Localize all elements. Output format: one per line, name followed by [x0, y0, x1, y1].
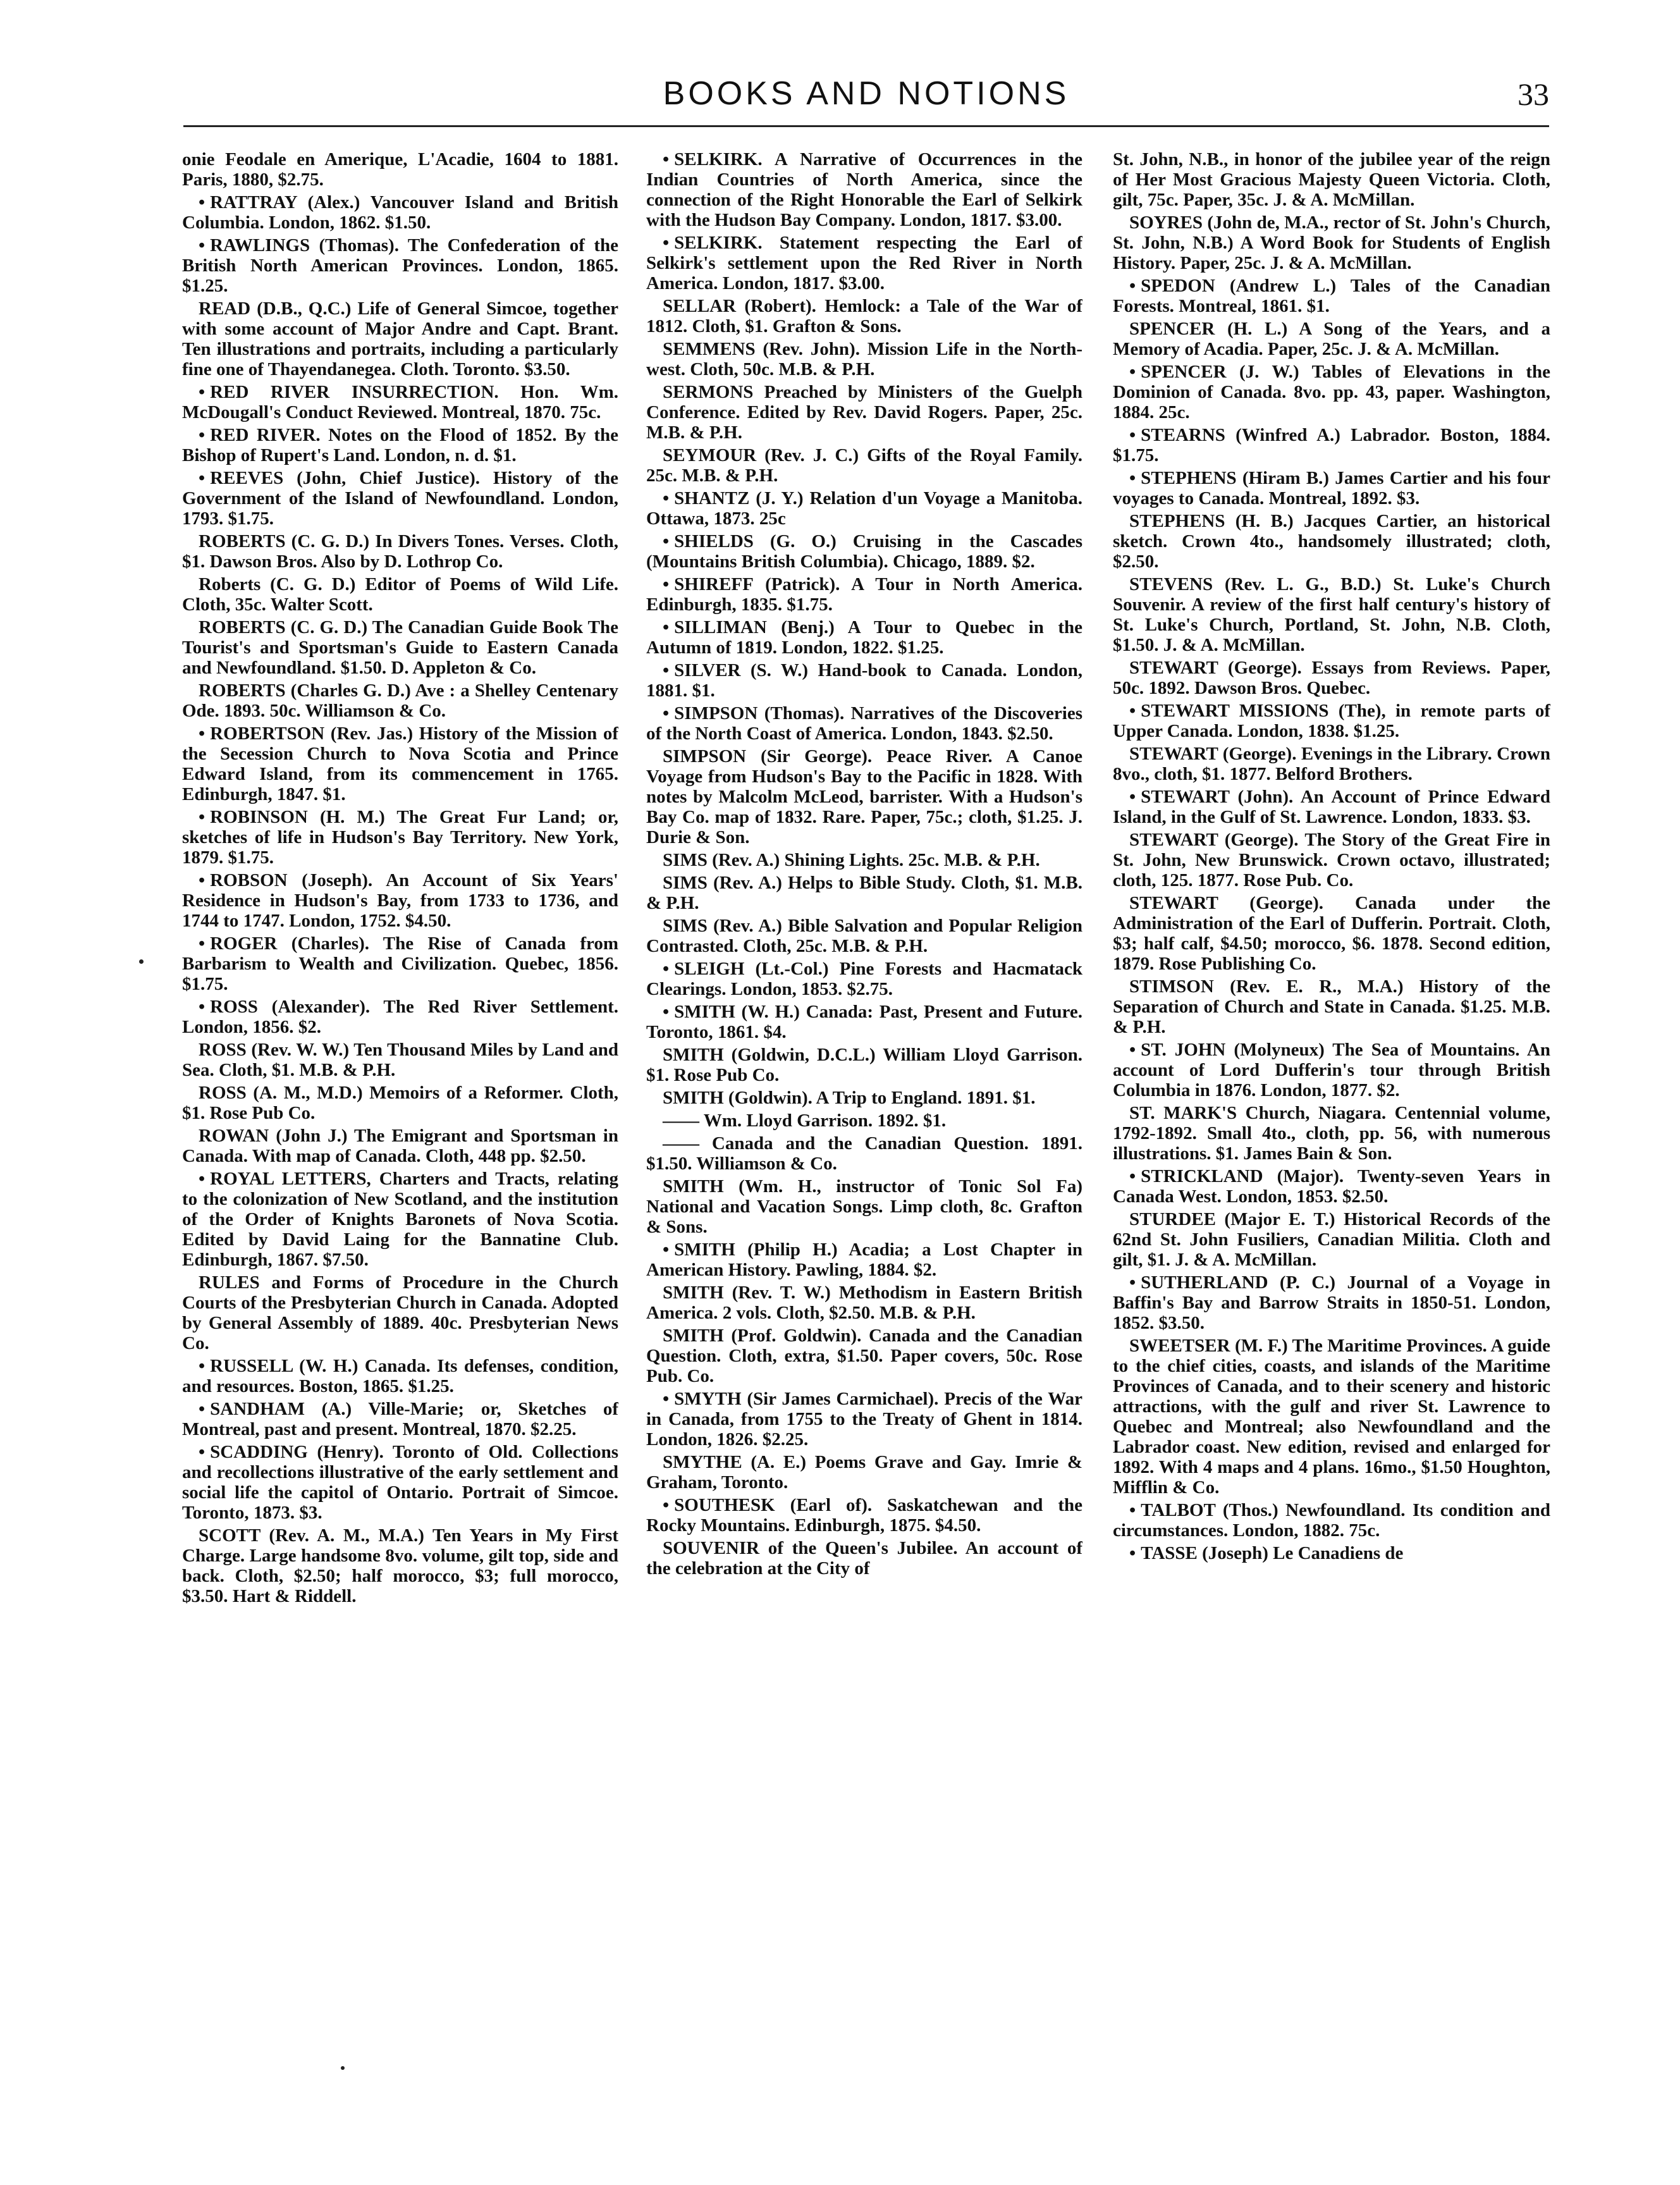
- entry-text: SOUTHESK (Earl of). Saskatchewan and the Rocky Mountains. Edinburgh, 1875. $4.50.: [646, 1495, 1082, 1536]
- bullet-icon: •: [663, 1495, 670, 1515]
- catalog-entry: [182, 1126, 618, 1166]
- bullet-icon: •: [1129, 276, 1136, 296]
- entry-text: SANDHAM (A.) Ville-Marie; or, Sketches of Montreal, past and present. Montreal, 1870. $2.25.: [182, 1399, 618, 1439]
- catalog-entry: [1113, 212, 1550, 273]
- entry-text: SIMPSON (Sir George). Peace River. A Canoe Voyage from Hudson's Bay to the Pacific in 1828. With notes by Malcolm McLeod, barrister. With a Hudson's Bay Co. map of 1832. Rare. Paper, 75c.; cloth, $1.25. J. Durie & Son.: [646, 746, 1082, 847]
- bullet-icon: •: [1129, 362, 1136, 382]
- catalog-entry: [1113, 1500, 1550, 1541]
- entry-text: SIMS (Rev. A.) Bible Salvation and Popular Religion Contrasted. Cloth, 25c. M.B. & P.H.: [646, 916, 1082, 956]
- catalog-entry: [646, 574, 1082, 615]
- catalog-entry: [182, 1525, 618, 1606]
- catalog-entry: [182, 574, 618, 615]
- entry-text: TALBOT (Thos.) Newfoundland. Its condition and circumstances. London, 1882. 75c.: [1113, 1500, 1550, 1541]
- entry-text: TASSE (Joseph) Le Canadiens de: [1141, 1543, 1404, 1563]
- catalog-entry: [646, 1283, 1082, 1323]
- catalog-entry: [646, 703, 1082, 744]
- bullet-icon: •: [199, 235, 205, 255]
- catalog-entry: [1113, 574, 1550, 655]
- entry-text: SELKIRK. Statement respecting the Earl of Selkirk's settlement upon the Red River in North America. London, 1817. $3.00.: [646, 233, 1082, 293]
- bullet-icon: •: [1129, 1272, 1136, 1293]
- catalog-entry: [646, 1538, 1082, 1579]
- catalog-entry: [1113, 701, 1550, 741]
- catalog-entry: [646, 660, 1082, 701]
- entry-text: STEARNS (Winfred A.) Labrador. Boston, 1884. $1.75.: [1113, 425, 1550, 465]
- catalog-entry: [182, 1356, 618, 1396]
- entry-text: —— Canada and the Canadian Question. 1891. $1.50. Williamson & Co.: [646, 1133, 1082, 1174]
- footer-mark: [341, 2066, 345, 2070]
- catalog-entry: [1113, 319, 1550, 359]
- entry-text: SILLIMAN (Benj.) A Tour to Quebec in the Autumn of 1819. London, 1822. $1.25.: [646, 617, 1082, 658]
- entry-text: RUSSELL (W. H.) Canada. Its defenses, condition, and resources. Boston, 1865. $1.25.: [182, 1356, 618, 1396]
- entry-text: St. John, N.B., in honor of the jubilee year of the reign of Her Most Gracious Majesty Queen Victoria. Cloth, gilt, 75c. Paper, 35c. J. & A. McMillan.: [1113, 149, 1550, 210]
- catalog-entry: [646, 1326, 1082, 1386]
- entry-text: SILVER (S. W.) Hand-book to Canada. London, 1881. $1.: [646, 660, 1082, 701]
- bullet-icon: •: [663, 1389, 670, 1409]
- bullet-icon: •: [663, 1002, 670, 1022]
- entry-text: STEWART (George). Evenings in the Library. Crown 8vo., cloth, $1. 1877. Belford Brothers.: [1113, 744, 1550, 784]
- entry-text: SMYTH (Sir James Carmichael). Precis of the War in Canada, from 1755 to the Treaty of Ghent in 1814. London, 1826. $2.25.: [646, 1389, 1082, 1449]
- bullet-icon: •: [663, 703, 670, 723]
- bullet-icon: •: [663, 660, 670, 680]
- catalog-entry: [1113, 976, 1550, 1037]
- bullet-icon: •: [1129, 1166, 1136, 1186]
- entry-text: SIMS (Rev. A.) Helps to Bible Study. Cloth, $1. M.B. & P.H.: [646, 873, 1082, 913]
- bullet-icon: •: [663, 531, 670, 551]
- catalog-entry: [182, 531, 618, 572]
- entry-text: STEWART (John). An Account of Prince Edward Island, in the Gulf of St. Lawrence. London, 1833. $3.: [1113, 787, 1550, 827]
- catalog-entry: [182, 299, 618, 379]
- catalog-entry: [646, 149, 1082, 230]
- catalog-entry: [646, 382, 1082, 443]
- entry-text: READ (D.B., Q.C.) Life of General Simcoe, together with some account of Major Andre and Capt. Brant. Ten illustrations and portraits, including a particularly fine one of Thayendanegea. Cloth. Toronto. $3.50.: [182, 299, 618, 379]
- entry-text: SEYMOUR (Rev. J. C.) Gifts of the Royal Family. 25c. M.B. & P.H.: [646, 445, 1082, 486]
- catalog-entry: [1113, 658, 1550, 698]
- entry-text: SMYTHE (A. E.) Poems Grave and Gay. Imrie & Graham, Toronto.: [646, 1452, 1082, 1493]
- bullet-icon: •: [199, 1356, 205, 1376]
- catalog-entry: [1113, 1336, 1550, 1498]
- catalog-entry: [1113, 425, 1550, 465]
- bullet-icon: •: [1129, 468, 1136, 488]
- catalog-entry: [182, 468, 618, 529]
- bullet-icon: •: [1129, 701, 1136, 721]
- entry-text: ROBSON (Joseph). An Account of Six Years' Residence in Hudson's Bay, from 1733 to 1736, and 1744 to 1747. London, 1752. $4.50.: [182, 870, 618, 931]
- bullet-icon: •: [663, 149, 670, 169]
- entry-text: STEPHENS (Hiram B.) James Cartier and his four voyages to Canada. Montreal, 1892. $3.: [1113, 468, 1550, 508]
- catalog-entry: [646, 617, 1082, 658]
- catalog-entry: [182, 997, 618, 1037]
- entry-text: STEWART (George). The Story of the Great Fire in St. John, New Brunswick. Crown octavo, illustrated; cloth, 125. 1877. Rose Pub. Co.: [1113, 830, 1550, 890]
- entry-text: SMITH (W. H.) Canada: Past, Present and Future. Toronto, 1861. $4.: [646, 1002, 1082, 1042]
- entry-text: SHIELDS (G. O.) Cruising in the Cascades (Mountains British Columbia). Chicago, 1889. $2.: [646, 531, 1082, 572]
- entry-text: RATTRAY (Alex.) Vancouver Island and British Columbia. London, 1862. $1.50.: [182, 192, 618, 233]
- catalog-entry: [646, 1240, 1082, 1280]
- margin-mark: [139, 959, 144, 964]
- catalog-entry: [1113, 1040, 1550, 1100]
- catalog-entry: [182, 1272, 618, 1353]
- entry-text: SWEETSER (M. F.) The Maritime Provinces. A guide to the chief cities, coasts, and islands of the Maritime Provinces of Canada, and to their scenery and historic attractions, with the gulf and river St. Lawrence to Quebec and Montreal; also Newfoundland and the Labrador coast. New edition, revised and enlarged for 1892. With 4 maps and 4 plans. 16mo., $1.50 Houghton, Mifflin & Co.: [1113, 1336, 1550, 1498]
- entry-text: STURDEE (Major E. T.) Historical Records of the 62nd St. John Fusiliers, Canadian Militia. Cloth and gilt, $1. J. & A. McMillan.: [1113, 1209, 1550, 1270]
- catalog-entry: [182, 1442, 618, 1523]
- catalog-entry: [182, 870, 618, 931]
- catalog-entry: [182, 933, 618, 994]
- entry-text: SPENCER (J. W.) Tables of Elevations in the Dominion of Canada. 8vo. pp. 43, paper. Washington, 1884. 25c.: [1113, 362, 1550, 422]
- column-2: [646, 149, 1082, 2091]
- bullet-icon: •: [199, 382, 205, 402]
- catalog-entry: [646, 1088, 1082, 1108]
- column-1: [182, 149, 618, 2091]
- bullet-icon: •: [199, 723, 205, 744]
- entry-text: ROBINSON (H. M.) The Great Fur Land; or, sketches of life in Hudson's Bay Territory. New York, 1879. $1.75.: [182, 807, 618, 868]
- bullet-icon: •: [1129, 1500, 1136, 1520]
- entry-text: ST. MARK'S Church, Niagara. Centennial volume, 1792-1892. Small 4to., cloth, pp. 56, with numerous illustrations. $1. James Bain & Son.: [1113, 1103, 1550, 1164]
- entry-text: STEVENS (Rev. L. G., B.D.) St. Luke's Church Souvenir. A review of the first half century's history of St. Luke's Church, Portland, St. John, N.B. Cloth, $1.50. J. & A. McMillan.: [1113, 574, 1550, 655]
- entry-text: SOUVENIR of the Queen's Jubilee. An account of the celebration at the City of: [646, 1538, 1082, 1579]
- catalog-entry: [1113, 893, 1550, 974]
- catalog-entry: [1113, 1103, 1550, 1164]
- catalog-entry: [182, 149, 618, 190]
- catalog-entry: [1113, 1543, 1550, 1563]
- entry-text: SMITH (Wm. H., instructor of Tonic Sol Fa) National and Vacation Songs. Limp cloth, 8c. Grafton & Sons.: [646, 1176, 1082, 1237]
- catalog-entry: [182, 425, 618, 465]
- bullet-icon: •: [199, 1442, 205, 1462]
- catalog-entry: [646, 1452, 1082, 1493]
- entry-text: ROBERTS (Charles G. D.) Ave : a Shelley Centenary Ode. 1893. 50c. Williamson & Co.: [182, 680, 618, 721]
- catalog-entry: [646, 1111, 1082, 1131]
- catalog-entry: [182, 192, 618, 233]
- entry-text: SCADDING (Henry). Toronto of Old. Collections and recollections illustrative of the early settlement and social life the capitol of Ontario. Portrait of Simcoe. Toronto, 1873. $3.: [182, 1442, 618, 1523]
- catalog-entry: [1113, 276, 1550, 316]
- catalog-entry: [182, 617, 618, 678]
- column-3: [1113, 149, 1550, 2091]
- catalog-entry: [182, 1169, 618, 1270]
- bullet-icon: •: [1129, 787, 1136, 807]
- catalog-entry: [646, 233, 1082, 293]
- entry-text: SELKIRK. A Narrative of Occurrences in the Indian Countries of North America, since the connection of the Right Honorable the Earl of Selkirk with the Hudson Bay Company. London, 1817. $3.00.: [646, 149, 1082, 230]
- entry-text: SEMMENS (Rev. John). Mission Life in the North-west. Cloth, 50c. M.B. & P.H.: [646, 339, 1082, 379]
- catalog-entry: [646, 488, 1082, 529]
- bullet-icon: •: [663, 488, 670, 508]
- bullet-icon: •: [199, 192, 205, 212]
- page-header: [183, 75, 1549, 127]
- catalog-entry: [646, 1495, 1082, 1536]
- bullet-icon: •: [1129, 425, 1136, 445]
- entry-text: STRICKLAND (Major). Twenty-seven Years in Canada West. London, 1853. $2.50.: [1113, 1166, 1550, 1207]
- catalog-entry: [1113, 1209, 1550, 1270]
- catalog-entry: [1113, 830, 1550, 890]
- entry-text: ROSS (A. M., M.D.) Memoirs of a Reformer. Cloth, $1. Rose Pub Co.: [182, 1083, 618, 1123]
- entry-text: SELLAR (Robert). Hemlock: a Tale of the War of 1812. Cloth, $1. Grafton & Sons.: [646, 296, 1082, 336]
- entry-text: SLEIGH (Lt.-Col.) Pine Forests and Hacmatack Clearings. London, 1853. $2.75.: [646, 959, 1082, 999]
- bullet-icon: •: [199, 468, 205, 488]
- entry-text: RED RIVER. Notes on the Flood of 1852. By the Bishop of Rupert's Land. London, n. d. $1.: [182, 425, 618, 465]
- bullet-icon: •: [199, 997, 205, 1017]
- entry-text: ROSS (Alexander). The Red River Settlement. London, 1856. $2.: [182, 997, 618, 1037]
- entry-text: onie Feodale en Amerique, L'Acadie, 1604 to 1881. Paris, 1880, $2.75.: [182, 149, 618, 190]
- entry-text: SHIREFF (Patrick). A Tour in North America. Edinburgh, 1835. $1.75.: [646, 574, 1082, 615]
- entry-text: SIMS (Rev. A.) Shining Lights. 25c. M.B. & P.H.: [663, 850, 1040, 870]
- catalog-entry: [646, 746, 1082, 847]
- catalog-entry: [1113, 511, 1550, 572]
- bullet-icon: •: [199, 1169, 205, 1189]
- catalog-entry: [182, 807, 618, 868]
- entry-text: ST. JOHN (Molyneux) The Sea of Mountains. An account of Lord Dufferin's tour through British Columbia in 1876. London, 1877. $2.: [1113, 1040, 1550, 1100]
- entry-text: SPENCER (H. L.) A Song of the Years, and a Memory of Acadia. Paper, 25c. J. & A. McMillan.: [1113, 319, 1550, 359]
- entry-text: Roberts (C. G. D.) Editor of Poems of Wild Life. Cloth, 35c. Walter Scott.: [182, 574, 618, 615]
- entry-text: ROWAN (John J.) The Emigrant and Sportsman in Canada. With map of Canada. Cloth, 448 pp. $2.50.: [182, 1126, 618, 1166]
- bullet-icon: •: [663, 959, 670, 979]
- catalog-entry: [646, 916, 1082, 956]
- catalog-entry: [646, 1002, 1082, 1042]
- catalog-entry: [182, 1399, 618, 1439]
- catalog-entry: [646, 296, 1082, 336]
- catalog-entry: [646, 339, 1082, 379]
- entry-text: SMITH (Rev. T. W.) Methodism in Eastern British America. 2 vols. Cloth, $2.50. M.B. & P.H.: [646, 1283, 1082, 1323]
- entry-text: SERMONS Preached by Ministers of the Guelph Conference. Edited by Rev. David Rogers. Paper, 25c. M.B. & P.H.: [646, 382, 1082, 443]
- catalog-entry: [646, 531, 1082, 572]
- bullet-icon: •: [199, 807, 205, 827]
- entry-text: RULES and Forms of Procedure in the Church Courts of the Presbyterian Church in Canada. Adopted by General Assembly of 1889. 40c. Presbyterian News Co.: [182, 1272, 618, 1353]
- bullet-icon: •: [199, 1399, 205, 1419]
- entry-text: RED RIVER INSURRECTION. Hon. Wm. McDougall's Conduct Reviewed. Montreal, 1870. 75c.: [182, 382, 618, 422]
- entry-text: SUTHERLAND (P. C.) Journal of a Voyage in Baffin's Bay and Barrow Straits in 1850-51. London, 1852. $3.50.: [1113, 1272, 1550, 1333]
- entry-text: SMITH (Goldwin). A Trip to England. 1891. $1.: [663, 1088, 1036, 1108]
- entry-text: ROGER (Charles). The Rise of Canada from Barbarism to Wealth and Civilization. Quebec, 1856. $1.75.: [182, 933, 618, 994]
- catalog-entry: [1113, 468, 1550, 508]
- catalog-entry: [646, 1133, 1082, 1174]
- page-number: 33: [1518, 77, 1549, 112]
- catalog-entry: [182, 723, 618, 804]
- entry-text: SOYRES (John de, M.A., rector of St. John's Church, St. John, N.B.) A Word Book for Students of English History. Paper, 25c. J. & A. McMillan.: [1113, 212, 1550, 273]
- entry-text: STEWART MISSIONS (The), in remote parts of Upper Canada. London, 1838. $1.25.: [1113, 701, 1550, 741]
- catalog-entry: [1113, 1166, 1550, 1207]
- bullet-icon: •: [199, 933, 205, 954]
- catalog-entry: [646, 850, 1082, 870]
- entry-text: SCOTT (Rev. A. M., M.A.) Ten Years in My First Charge. Large handsome 8vo. volume, gilt top, side and back. Cloth, $2.50; half morocco, $3; full morocco, $3.50. Hart & Riddell.: [182, 1525, 618, 1606]
- catalog-entry: [182, 680, 618, 721]
- entry-text: ROSS (Rev. W. W.) Ten Thousand Miles by Land and Sea. Cloth, $1. M.B. & P.H.: [182, 1040, 618, 1080]
- bullet-icon: •: [1129, 1040, 1136, 1060]
- entry-text: ROBERTSON (Rev. Jas.) History of the Mission of the Secession Church to Nova Scotia and Prince Edward Island, from its commencement in 1765. Edinburgh, 1847. $1.: [182, 723, 618, 804]
- entry-text: RAWLINGS (Thomas). The Confederation of the British North American Provinces. London, 1865. $1.25.: [182, 235, 618, 296]
- bullet-icon: •: [1129, 1543, 1136, 1563]
- catalog-entry: [182, 1083, 618, 1123]
- entry-text: SMITH (Goldwin, D.C.L.) William Lloyd Garrison. $1. Rose Pub Co.: [646, 1045, 1082, 1085]
- catalog-entry: [1113, 787, 1550, 827]
- entry-text: STEWART (George). Essays from Reviews. Paper, 50c. 1892. Dawson Bros. Quebec.: [1113, 658, 1550, 698]
- bullet-icon: •: [663, 617, 670, 637]
- catalog-entry: [182, 382, 618, 422]
- catalog-entry: [1113, 1272, 1550, 1333]
- entry-text: SPEDON (Andrew L.) Tales of the Canadian Forests. Montreal, 1861. $1.: [1113, 276, 1550, 316]
- entry-text: STEWART (George). Canada under the Administration of the Earl of Dufferin. Portrait. Cloth, $3; half calf, $4.50; morocco, $6. 1878. Second edition, 1879. Rose Publishing Co.: [1113, 893, 1550, 974]
- entry-text: SIMPSON (Thomas). Narratives of the Discoveries of the North Coast of America. London, 1843. $2.50.: [646, 703, 1082, 744]
- entry-text: SHANTZ (J. Y.) Relation d'un Voyage a Manitoba. Ottawa, 1873. 25c: [646, 488, 1082, 529]
- catalog-entry: [182, 235, 618, 296]
- bullet-icon: •: [663, 574, 670, 594]
- catalog-entry: [182, 1040, 618, 1080]
- entry-text: STEPHENS (H. B.) Jacques Cartier, an historical sketch. Crown 4to., handsomely illustrated; cloth, $2.50.: [1113, 511, 1550, 572]
- entry-text: —— Wm. Lloyd Garrison. 1892. $1.: [663, 1111, 947, 1131]
- running-title: BOOKS AND NOTIONS: [663, 75, 1070, 112]
- bullet-icon: •: [663, 1240, 670, 1260]
- bullet-icon: •: [199, 425, 205, 445]
- entry-text: SMITH (Prof. Goldwin). Canada and the Canadian Question. Cloth, extra, $1.50. Paper covers, 50c. Rose Pub. Co.: [646, 1326, 1082, 1386]
- bullet-icon: •: [663, 233, 670, 253]
- catalog-entry: [1113, 149, 1550, 210]
- entry-text: ROBERTS (C. G. D.) In Divers Tones. Verses. Cloth, $1. Dawson Bros. Also by D. Lothrop Co.: [182, 531, 618, 572]
- catalog-entry: [646, 959, 1082, 999]
- catalog-entry: [1113, 744, 1550, 784]
- catalog-entry: [1113, 362, 1550, 422]
- bullet-icon: •: [199, 870, 205, 890]
- catalog-entry: [646, 1389, 1082, 1449]
- catalog-entry: [646, 1045, 1082, 1085]
- catalog-entry: [646, 445, 1082, 486]
- catalog-entry: [646, 873, 1082, 913]
- entry-text: STIMSON (Rev. E. R., M.A.) History of the Separation of Church and State in Canada. $1.25. M.B. & P.H.: [1113, 976, 1550, 1037]
- entry-text: REEVES (John, Chief Justice). History of the Government of the Island of Newfoundland. London, 1793. $1.75.: [182, 468, 618, 529]
- entry-text: ROYAL LETTERS, Charters and Tracts, relating to the colonization of New Scotland, and the institution of the Order of Knights Baronets of Nova Scotia. Edited by David Laing for the Bannatine Club. Edinburgh, 1867. $7.50.: [182, 1169, 618, 1270]
- entry-text: SMITH (Philip H.) Acadia; a Lost Chapter in American History. Pawling, 1884. $2.: [646, 1240, 1082, 1280]
- entry-text: ROBERTS (C. G. D.) The Canadian Guide Book The Tourist's and Sportsman's Guide to Eastern Canada and Newfoundland. $1.50. D. Appleton & Co.: [182, 617, 618, 678]
- catalog-entry: [646, 1176, 1082, 1237]
